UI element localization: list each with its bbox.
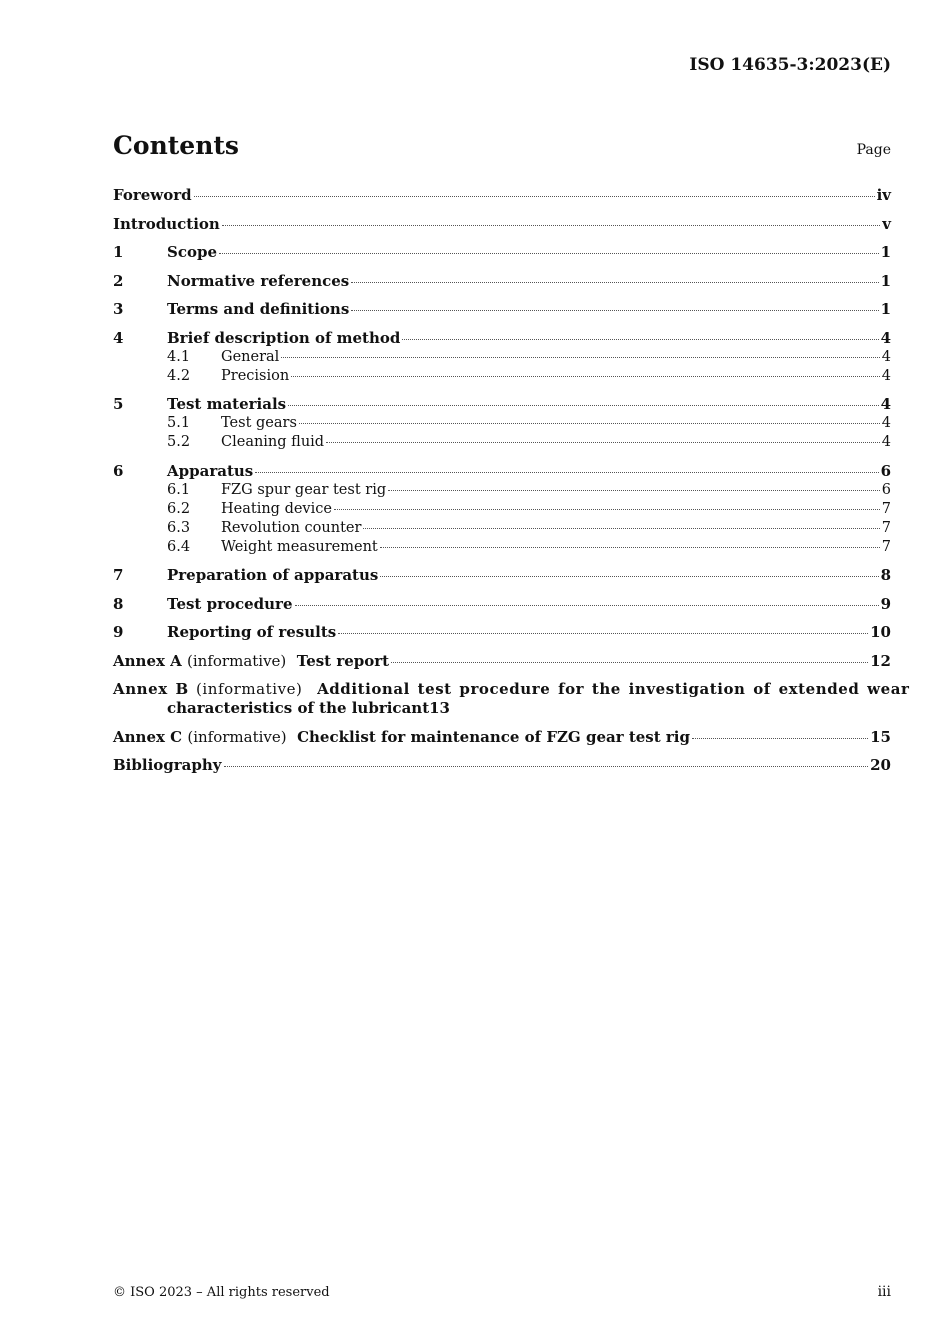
toc-number: 5 — [113, 395, 124, 413]
toc-number: 2 — [113, 271, 124, 290]
dot-leader — [281, 357, 879, 358]
toc-page: 10 — [870, 623, 891, 641]
dot-leader — [295, 605, 879, 606]
toc-entry-foreword[interactable] — [113, 186, 891, 205]
toc-number: 6 — [113, 461, 124, 480]
toc-number: 4.1 — [167, 348, 191, 365]
annex-type: (informative) — [187, 651, 287, 670]
toc-entry-precision[interactable] — [113, 367, 891, 386]
toc-page: 4 — [880, 395, 891, 413]
annex-label: Annex A — [113, 651, 182, 670]
dot-leader — [351, 310, 878, 311]
toc-number: 9 — [113, 623, 124, 641]
annex-title: Checklist for maintenance of FZG gear test rig — [297, 727, 690, 746]
toc-title: Test gears — [221, 415, 297, 431]
toc-title: General — [221, 348, 280, 365]
toc-title: Scope — [167, 243, 218, 261]
toc-title: FZG spur gear test rig — [221, 481, 387, 498]
dot-leader — [326, 442, 880, 443]
toc-page: 12 — [870, 651, 891, 670]
toc-title: Terms and definitions — [167, 300, 350, 318]
toc-page: 7 — [881, 500, 891, 517]
dot-leader — [692, 738, 868, 739]
dot-leader — [219, 253, 879, 254]
table-of-contents — [113, 186, 910, 775]
toc-page: 4 — [881, 367, 891, 384]
toc-title: Precision — [221, 367, 290, 384]
dot-leader — [255, 472, 878, 473]
dot-leader — [194, 196, 875, 197]
dot-leader — [288, 405, 878, 406]
toc-title: Revolution counter — [221, 519, 362, 536]
toc-page: 1 — [880, 271, 891, 290]
dot-leader — [391, 662, 868, 663]
toc-entry-test-gears[interactable] — [113, 414, 891, 433]
toc-title: Test procedure — [167, 594, 293, 613]
toc-page: 9 — [880, 594, 891, 613]
toc-entry-apparatus[interactable] — [113, 462, 891, 481]
toc-title: Test materials — [167, 395, 287, 413]
toc-title: Bibliography — [113, 756, 222, 774]
toc-number: 6.3 — [167, 519, 191, 536]
toc-title — [113, 652, 389, 671]
toc-page: 7 — [881, 538, 891, 555]
annex-label: Annex B — [113, 680, 189, 698]
toc-page: 13 — [429, 699, 450, 717]
toc-number: 6.2 — [167, 500, 191, 517]
toc-page: 4 — [881, 348, 891, 365]
toc-title: Heating device — [221, 500, 332, 517]
toc-entry-scope[interactable] — [113, 243, 891, 262]
toc-entry-annex-b[interactable] — [113, 680, 910, 718]
annex-type: (informative) — [196, 680, 303, 698]
annex-title: Additional test procedure for the investigation of extended wear — [317, 680, 910, 698]
toc-entry-fzg-test-rig[interactable] — [113, 481, 891, 500]
page-number: iii — [877, 1284, 891, 1300]
toc-title: Apparatus — [167, 461, 254, 480]
toc-title: Foreword — [113, 186, 192, 204]
toc-entry-heating-device[interactable] — [113, 500, 891, 519]
toc-entry-normative-references[interactable] — [113, 272, 891, 291]
dot-leader — [380, 576, 878, 577]
toc-number: 4 — [113, 328, 124, 347]
toc-page: 4 — [881, 434, 891, 450]
annex-heading-line — [113, 680, 910, 699]
copyright-notice: © ISO 2023 – All rights reserved — [113, 1285, 330, 1300]
toc-entry-preparation[interactable] — [113, 566, 891, 585]
page-column-label: Page — [856, 142, 891, 158]
toc-title: Weight measurement — [221, 538, 378, 555]
toc-page: 20 — [870, 756, 891, 774]
annex-title-continued: characteristics of the lubricant — [167, 699, 430, 717]
toc-number: 8 — [113, 594, 124, 613]
toc-entry-test-procedure[interactable] — [113, 595, 891, 614]
toc-entry-brief-description[interactable] — [113, 329, 891, 348]
toc-title — [113, 728, 690, 747]
toc-title: Normative references — [167, 271, 350, 290]
toc-number: 4.2 — [167, 367, 191, 384]
dot-leader — [402, 339, 878, 340]
toc-number: 3 — [113, 300, 124, 318]
toc-page: 1 — [880, 300, 891, 318]
annex-title: Test report — [296, 651, 390, 670]
dot-leader — [334, 509, 880, 510]
toc-number: 7 — [113, 566, 124, 584]
toc-title: Preparation of apparatus — [167, 566, 379, 584]
dot-leader — [363, 528, 879, 529]
dot-leader — [351, 282, 878, 283]
dot-leader — [388, 490, 880, 491]
toc-page: 15 — [870, 727, 891, 746]
toc-page: 6 — [880, 461, 891, 480]
dot-leader — [222, 225, 880, 226]
dot-leader — [291, 376, 880, 377]
toc-number: 5.1 — [167, 415, 191, 431]
toc-entry-bibliography[interactable] — [113, 756, 891, 775]
toc-entry-weight-measurement[interactable] — [113, 538, 891, 557]
toc-entry-terms-and-definitions[interactable] — [113, 300, 891, 319]
toc-number: 6.4 — [167, 538, 191, 555]
annex-continuation-line — [113, 699, 891, 718]
toc-page: 8 — [880, 566, 891, 584]
dot-leader — [380, 547, 880, 548]
toc-page: 1 — [880, 243, 891, 261]
toc-number: 6.1 — [167, 481, 191, 498]
toc-entry-annex-c[interactable] — [113, 728, 891, 747]
toc-entry-general[interactable] — [113, 348, 891, 367]
annex-label: Annex C — [113, 727, 183, 746]
toc-title: Brief description of method — [167, 328, 401, 347]
toc-number: 1 — [113, 243, 124, 261]
toc-entry-test-materials[interactable] — [113, 395, 891, 414]
toc-title: Introduction — [113, 214, 220, 233]
toc-page: 4 — [880, 328, 891, 347]
toc-title: Cleaning fluid — [221, 434, 325, 450]
toc-page: 6 — [881, 481, 891, 498]
toc-title: Reporting of results — [167, 623, 337, 641]
toc-page: 4 — [881, 415, 891, 431]
dot-leader — [338, 633, 868, 634]
toc-page: v — [882, 214, 891, 233]
toc-entry-cleaning-fluid[interactable] — [113, 433, 891, 452]
dot-leader — [224, 766, 869, 767]
page-title: Contents — [113, 131, 240, 160]
dot-leader — [299, 423, 880, 424]
toc-page: 7 — [881, 519, 891, 536]
toc-number: 5.2 — [167, 434, 191, 450]
toc-entry-annex-a[interactable] — [113, 652, 891, 671]
annex-type: (informative) — [187, 727, 287, 746]
toc-page: iv — [876, 186, 891, 204]
toc-entry-revolution-counter[interactable] — [113, 519, 891, 538]
toc-entry-reporting[interactable] — [113, 623, 891, 642]
toc-entry-introduction[interactable] — [113, 215, 891, 234]
document-identifier: ISO 14635-3:2023(E) — [689, 55, 891, 75]
